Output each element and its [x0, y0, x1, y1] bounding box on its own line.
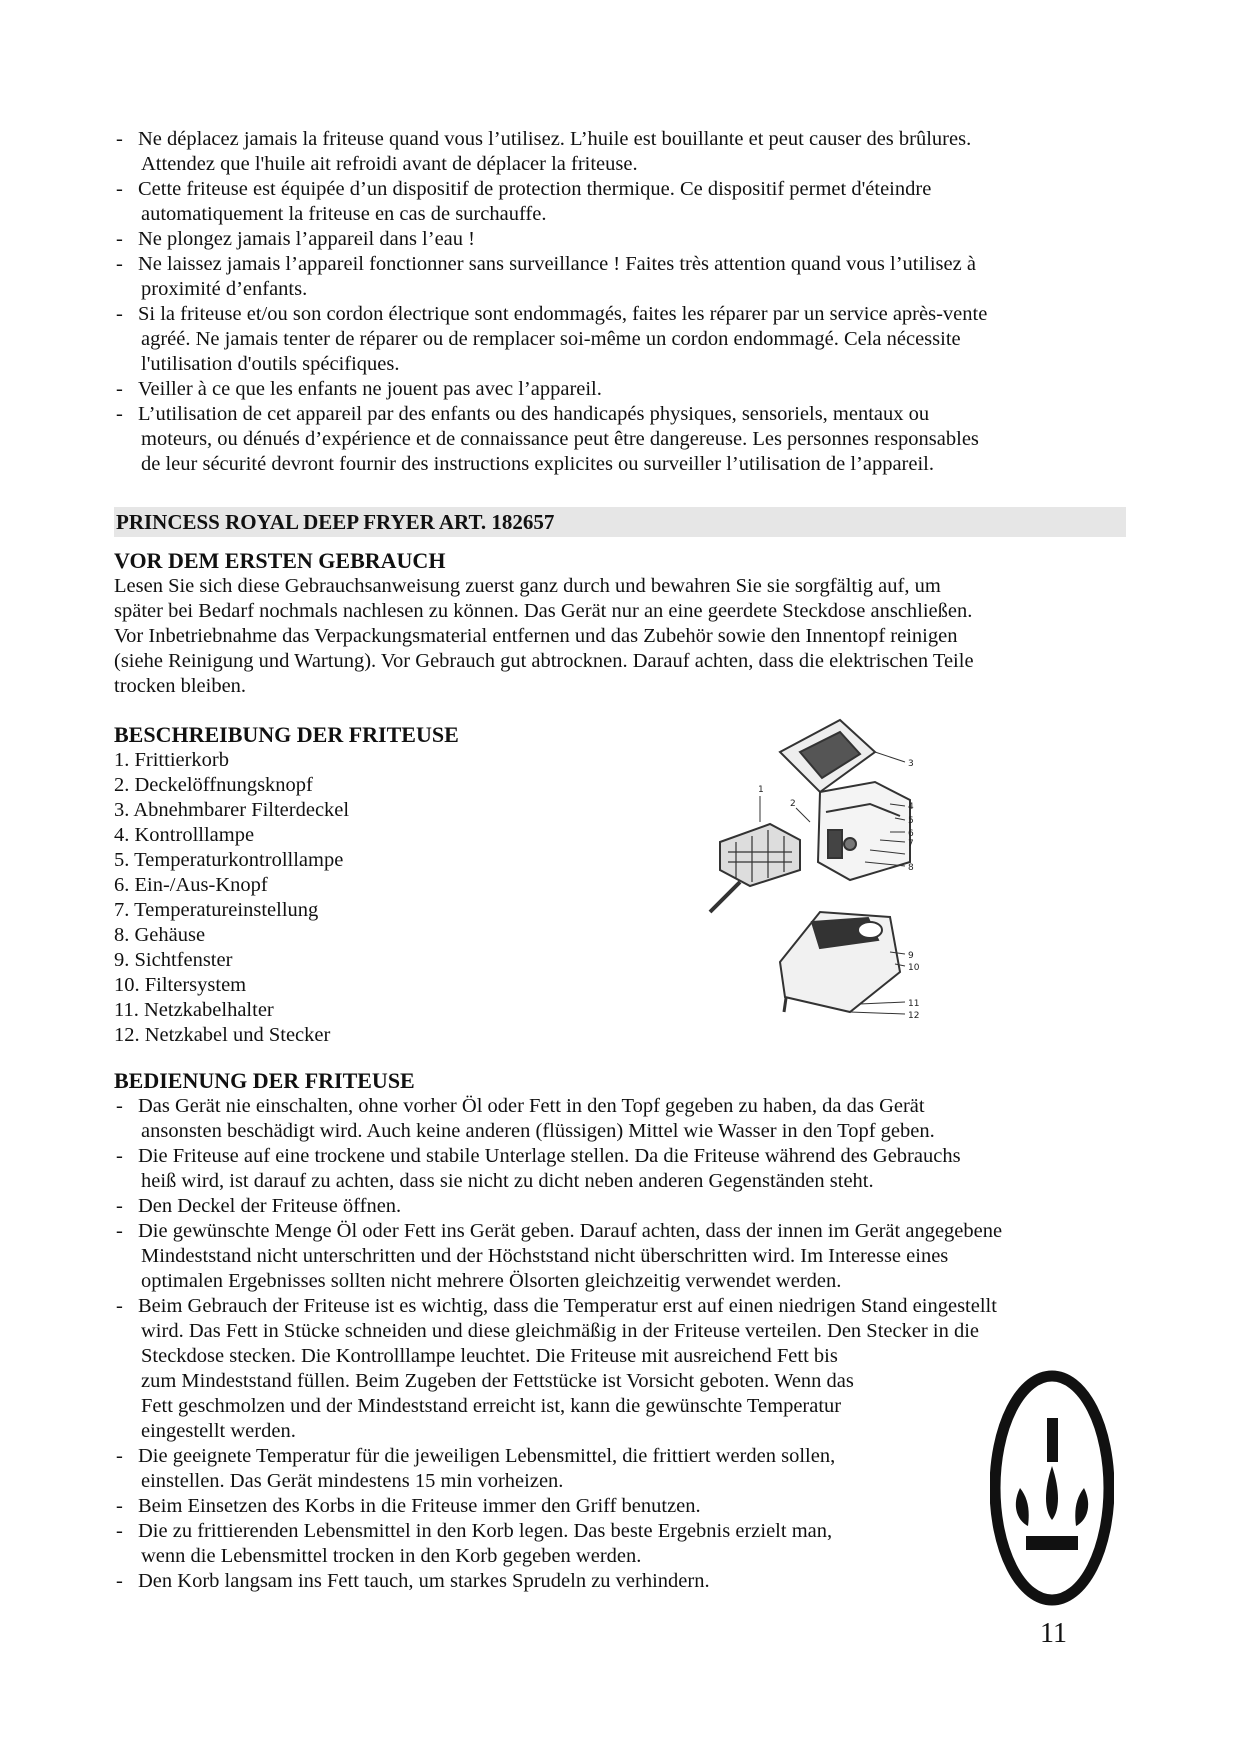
- first-use-line: trocken bleiben.: [114, 675, 247, 697]
- french-bullet: [114, 377, 1134, 402]
- section-operation: [114, 1068, 1134, 1594]
- operation-bullet-text: Die Friteuse auf eine trockene und stabile Unterlage stellen. Da die Friteuse während des Gebrauchs: [138, 1145, 961, 1167]
- figure-label: 11: [908, 999, 920, 1009]
- first-use-line: Lesen Sie sich diese Gebrauchsanweisung zuerst ganz durch und bewahren Sie sie sorgfältig auf, um: [114, 575, 941, 597]
- operation-bullet-text: Beim Einsetzen des Korbs in die Friteuse immer den Griff benutzen.: [138, 1495, 701, 1517]
- figure-label: 2: [790, 799, 796, 809]
- operation-bullet-continuation: Mindeststand nicht unterschritten und der Höchststand nicht überschritten wird. Im Interesse eines: [141, 1245, 949, 1267]
- figure-label: 3: [908, 759, 914, 769]
- french-bullet-continuation: de leur sécurité devront fournir des instructions explicites ou surveiller l’utilisation de l’appareil.: [141, 453, 935, 475]
- deep-fryer-illustration: [700, 712, 980, 1052]
- operation-bullet-continuation: ansonsten beschädigt wird. Auch keine anderen (flüssigen) Mittel wie Wasser in den Topf geben.: [141, 1120, 935, 1142]
- description-heading: BESCHREIBUNG DER FRITEUSE: [114, 722, 459, 747]
- fryer-symbol-icon: [990, 1370, 1114, 1606]
- french-bullet-continuation: automatiquement la friteuse en cas de surchauffe.: [141, 203, 547, 225]
- figure-label: 5: [908, 816, 914, 826]
- figure-label: 6: [908, 829, 914, 839]
- french-bullet-continuation: l'utilisation d'outils spécifiques.: [141, 353, 400, 375]
- parts-list-item: 11. Netzkabelhalter: [114, 999, 274, 1021]
- french-bullet-text: L’utilisation de cet appareil par des enfants ou des handicapés physiques, sensoriels, mentaux ou: [138, 403, 930, 425]
- operation-bullet-continuation: wird. Das Fett in Stücke schneiden und diese gleichmäßig in der Friteuse verteilen. Den Stecker in die: [141, 1320, 979, 1342]
- section-description: [114, 722, 674, 1048]
- french-bullet-continuation: moteurs, ou dénués d’expérience et de connaissance peut être dangereuse. Les personnes responsables: [141, 428, 979, 450]
- french-bullet-continuation: agréé. Ne jamais tenter de réparer ou de remplacer soi-même un cordon endommagé. Cela nécessite: [141, 328, 961, 350]
- french-bullet: [114, 127, 1134, 177]
- product-banner-title: PRINCESS ROYAL DEEP FRYER ART. 182657: [116, 510, 555, 534]
- parts-list-item: 9. Sichtfenster: [114, 949, 233, 971]
- operation-bullet-text: Das Gerät nie einschalten, ohne vorher Öl oder Fett in den Topf gegeben zu haben, da das Gerät: [138, 1095, 925, 1117]
- power-cord-shape: [784, 998, 786, 1012]
- first-use-paragraph: [114, 574, 1134, 699]
- parts-list-item: 1. Frittierkorb: [114, 749, 230, 771]
- figure-label: 12: [908, 1011, 920, 1021]
- figure-label: 7: [908, 839, 914, 849]
- parts-list-item: 7. Temperatureinstellung: [114, 899, 319, 921]
- french-bullet-text: Ne plongez jamais l’appareil dans l’eau !: [138, 228, 475, 250]
- figure-label: 10: [908, 963, 920, 973]
- first-use-line: später bei Bedarf nochmals nachlesen zu können. Das Gerät nur an eine geerdete Steckdose anschließen.: [114, 600, 973, 622]
- parts-list-item: 3. Abnehmbarer Filterdeckel: [114, 799, 350, 821]
- basket-handle: [710, 882, 740, 912]
- parts-list-item: 6. Ein-/Aus-Knopf: [114, 874, 268, 896]
- operation-bullet-continuation: optimalen Ergebnisses sollten nicht mehrere Ölsorten gleichzeitig verwendet werden.: [141, 1270, 842, 1292]
- operation-bullet-continuation: Steckdose stecken. Die Kontrolllampe leuchtet. Die Friteuse mit ausreichend Fett bis: [141, 1345, 838, 1367]
- page-number: 11: [1040, 1618, 1067, 1649]
- operation-bullet: [114, 1294, 998, 1444]
- parts-list: [114, 748, 674, 1048]
- basket-shape: [720, 824, 800, 886]
- parts-list-item: 5. Temperaturkontrolllampe: [114, 849, 344, 871]
- figure-label: 1: [758, 785, 764, 795]
- operation-heading: BEDIENUNG DER FRITEUSE: [114, 1068, 415, 1093]
- french-bullet-continuation: proximité d’enfants.: [141, 278, 308, 300]
- operation-bullet-text: Die geeignete Temperatur für die jeweiligen Lebensmittel, die frittiert werden sollen,: [138, 1445, 836, 1467]
- french-bullet-continuation: Attendez que l'huile ait refroidi avant de déplacer la friteuse.: [141, 153, 638, 175]
- operation-bullet-continuation: einstellen. Das Gerät mindestens 15 min vorheizen.: [141, 1470, 564, 1492]
- french-bullet: [114, 252, 1134, 302]
- french-bullet-text: Ne laissez jamais l’appareil fonctionner sans surveillance ! Faites très attention quand vous l’utilisez à: [138, 253, 976, 275]
- operation-bullet-text: Den Deckel der Friteuse öffnen.: [138, 1195, 402, 1217]
- parts-list-item: 12. Netzkabel und Stecker: [114, 1024, 331, 1046]
- operation-bullet: [114, 1494, 998, 1519]
- first-use-line: (siehe Reinigung und Wartung). Vor Gebrauch gut abtrocknen. Darauf achten, dass die elektrischen Teile: [114, 650, 974, 672]
- operation-bullet-continuation: heiß wird, ist darauf zu achten, dass sie nicht zu dicht neben anderen Gegenständen steht.: [141, 1170, 874, 1192]
- figure-label: 4: [908, 802, 914, 812]
- section-first-use: [114, 548, 1134, 699]
- operation-bullet: [114, 1144, 1134, 1194]
- operation-bullet-text: Die zu frittierenden Lebensmittel in den Korb legen. Das beste Ergebnis erzielt man,: [138, 1520, 833, 1542]
- french-bullet: [114, 402, 1134, 477]
- french-bullet: [114, 227, 1134, 252]
- parts-list-item: 4. Kontrolllampe: [114, 824, 255, 846]
- french-bullet-text: Cette friteuse est équipée d’un dispositif de protection thermique. Ce dispositif permet d'éteindre: [138, 178, 932, 200]
- operation-bullet: [114, 1219, 1134, 1294]
- first-use-line: Vor Inbetriebnahme das Verpackungsmaterial entfernen und das Zubehör sowie den Innentopf reinigen: [114, 625, 958, 647]
- lid-handle-shape: [858, 922, 882, 938]
- operation-bullet-text: Beim Gebrauch der Friteuse ist es wichtig, dass die Temperatur erst auf einen niedrigen Stand eingestellt: [138, 1295, 997, 1317]
- operation-bullet-continuation: Fett geschmolzen und der Mindeststand erreicht ist, kann die gewünschte Temperatur: [141, 1395, 842, 1417]
- operation-bullet-continuation: eingestellt werden.: [141, 1420, 296, 1442]
- operation-bullet-text: Den Korb langsam ins Fett tauch, um starkes Sprudeln zu verhindern.: [138, 1570, 710, 1592]
- operation-bullet: [114, 1444, 998, 1494]
- french-bullet-text: Ne déplacez jamais la friteuse quand vous l’utilisez. L’huile est bouillante et peut causer des brûlures.: [138, 128, 972, 150]
- french-bullet: [114, 302, 1134, 377]
- temperature-knob-shape: [844, 838, 856, 850]
- product-banner: [114, 507, 1126, 537]
- operation-bullet-text: Die gewünschte Menge Öl oder Fett ins Gerät geben. Darauf achten, dass der innen im Gerät angegebene: [138, 1220, 1003, 1242]
- first-use-heading: VOR DEM ERSTEN GEBRAUCH: [114, 548, 446, 573]
- parts-list-item: 2. Deckelöffnungsknopf: [114, 774, 313, 796]
- french-bullet: [114, 177, 1134, 227]
- parts-list-item: 10. Filtersystem: [114, 974, 247, 996]
- operation-bullet-continuation: zum Mindeststand füllen. Beim Zugeben der Fettstücke ist Vorsicht geboten. Wenn das: [141, 1370, 854, 1392]
- parts-list-item: 8. Gehäuse: [114, 924, 206, 946]
- operation-bullet-continuation: wenn die Lebensmittel trocken in den Korb gegeben werden.: [141, 1545, 642, 1567]
- operation-bullet: [114, 1569, 998, 1594]
- operation-bullet: [114, 1194, 1134, 1219]
- figure-label: 9: [908, 951, 914, 961]
- control-panel-shape: [828, 830, 842, 858]
- french-safety-list: [114, 127, 1134, 477]
- operation-bullet: [114, 1519, 998, 1569]
- french-bullet-text: Veiller à ce que les enfants ne jouent pas avec l’appareil.: [138, 378, 602, 400]
- operation-bullet: [114, 1094, 1134, 1144]
- french-bullet-text: Si la friteuse et/ou son cordon électrique sont endommagés, faites les réparer par un service après-vente: [138, 303, 988, 325]
- figure-label: 8: [908, 863, 914, 873]
